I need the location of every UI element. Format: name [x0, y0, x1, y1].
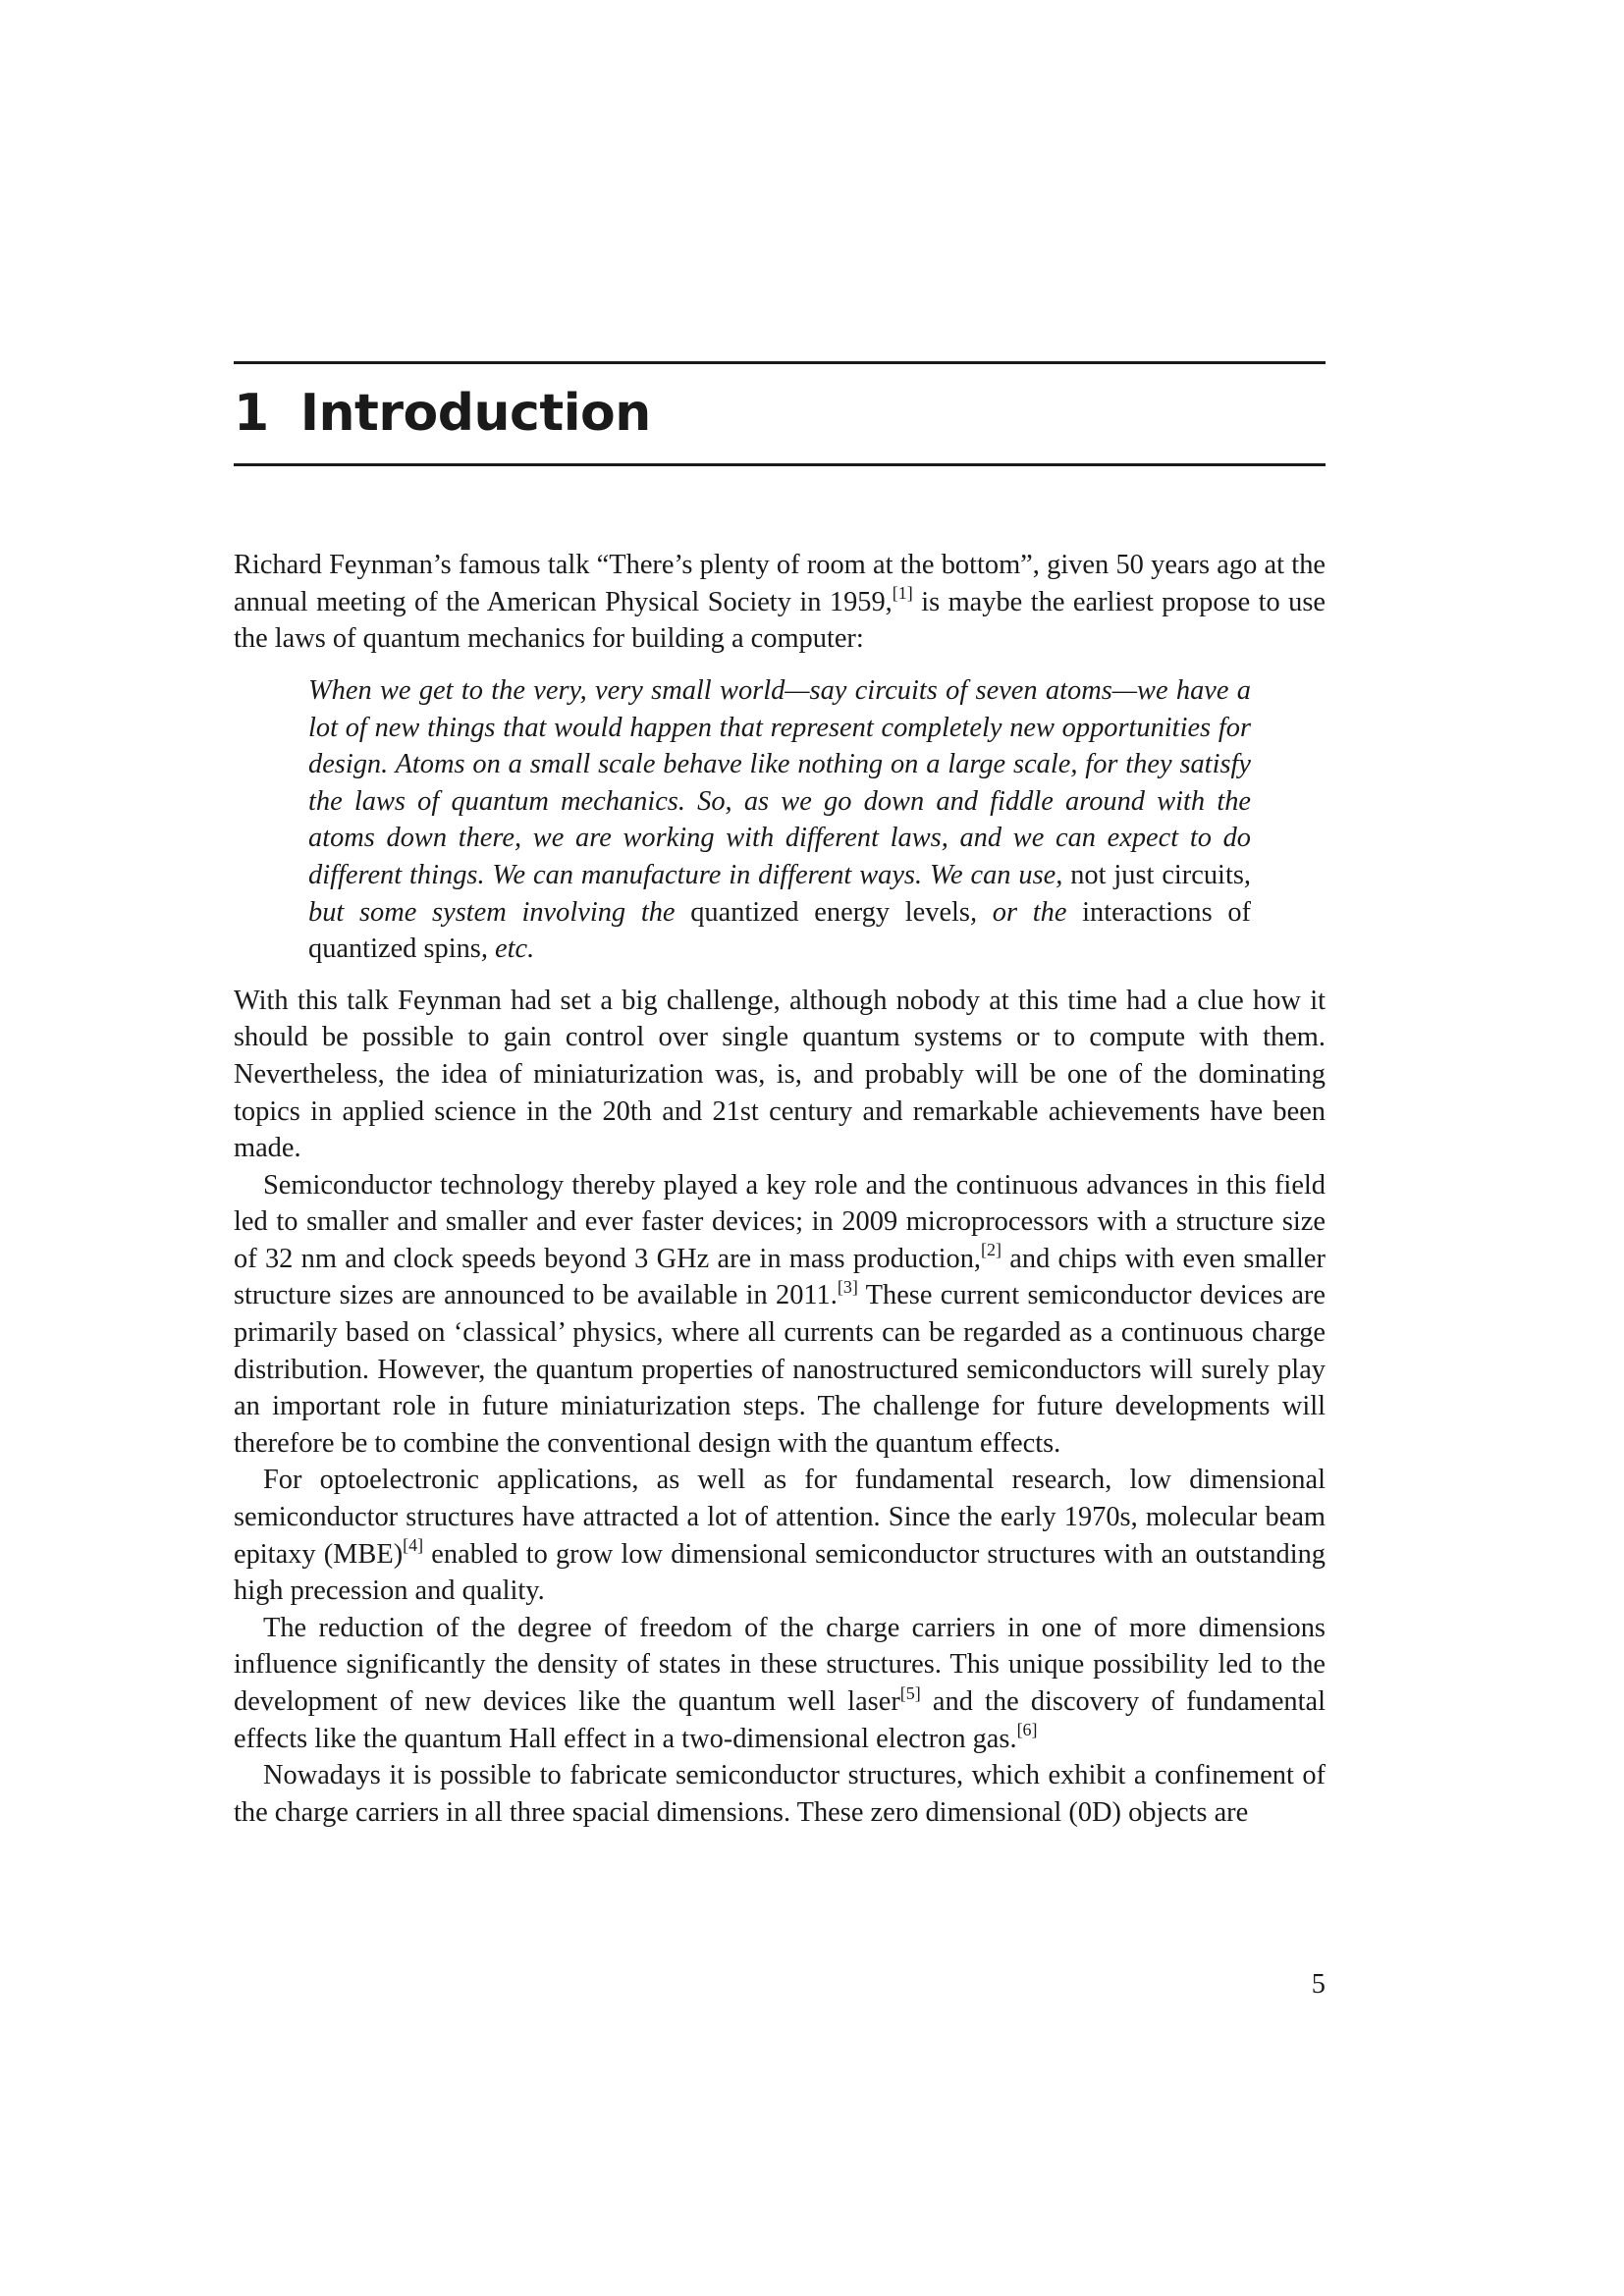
quote-roman-1: not just circuits [1070, 859, 1244, 890]
paragraph-6-text: Nowadays it is possible to fabricate semiconductor structures, which exhibit a confinement of the charge carriers in all three spacial dimensions. These zero dimensional (0D) objects are [234, 1760, 1326, 1828]
paragraph-2 [234, 983, 1326, 1167]
page-number: 5 [1311, 1969, 1326, 2000]
citation-6: [6] [1016, 1720, 1038, 1740]
page-content [234, 361, 1326, 1831]
citation-5: [5] [899, 1682, 921, 1703]
paragraph-5 [234, 1610, 1326, 1757]
paragraph-4 [234, 1462, 1326, 1609]
paragraph-5-text-a: The reduction of the degree of freedom of the charge carriers in one of more dimensions influence significantly the density of states in these structures. This unique possibility led to the development of new devices like the quantum well laser [234, 1612, 1326, 1717]
chapter-bottom-rule [234, 463, 1326, 466]
citation-1: [1] [892, 583, 913, 604]
paragraph-3-text-a: Semiconductor technology thereby played a key role and the continuous advances in this field led to smaller and smaller and ever faster devices; in 2009 microprocessors with a structure size of 32 nm and clock speeds beyond 3 GHz are in mass production, [234, 1169, 1326, 1274]
chapter-top-rule [234, 361, 1326, 364]
paragraph-5-text-b: and the discovery of fundamental effects like the quantum Hall effect in a two-dimensional electron gas. [234, 1686, 1326, 1754]
paragraph-4-text-b: enabled to grow low dimensional semiconductor structures with an outstanding high precession and quality. [234, 1538, 1326, 1607]
paragraph-3 [234, 1167, 1326, 1463]
quote-roman-3: interactions of quantized spins [308, 896, 1251, 965]
quote-italic-2: , but some system involving the [308, 859, 1251, 928]
feynman-quote [308, 672, 1251, 968]
paragraph-6 [234, 1757, 1326, 1831]
paragraph-1 [234, 547, 1326, 658]
chapter-number: 1 [234, 384, 269, 443]
paragraph-4-text-a: For optoelectronic applications, as well as for fundamental research, low dimensional semiconductor structures have attracted a lot of attention. Since the early 1970s, molecular beam epitaxy (MBE) [234, 1465, 1326, 1570]
chapter-heading [234, 386, 1326, 442]
paragraph-3-text-c: These current semiconductor devices are primarily based on ‘classical’ physics, where all currents can be regarded as a continuous charge distribution. However, the quantum properties of nanostructured semiconductors will surely play an important role in future miniaturization steps. The challenge for future developments will therefore be to combine the conventional design with the quantum effects. [234, 1280, 1326, 1459]
quote-italic-4: , etc. [480, 934, 535, 965]
quote-roman-2: quantized energy levels [690, 896, 970, 928]
body-text [234, 547, 1326, 1831]
paragraph-1-text-b: is maybe the earliest propose to use the laws of quantum mechanics for building a computer: [234, 586, 1326, 655]
quote-italic-1: When we get to the very, very small world—say circuits of seven atoms—we have a lot of new things that would happen that represent completely new opportunities for design. Atoms on a small scale behave like nothing on a large scale, for they satisfy the laws of quantum mechanics. So, as we go down and fiddle around with the atoms down there, we are working with different laws, and we can expect to do different things. We can manufacture in different ways. We can use, [308, 674, 1251, 890]
paragraph-3-text-b: and chips with even smaller structure sizes are announced to be available in 2011. [234, 1243, 1326, 1311]
citation-2: [2] [980, 1240, 1001, 1260]
paragraph-1-text-a: Richard Feynman’s famous talk “There’s plenty of room at the bottom”, given 50 years ago at the annual meeting of the American Physical Society in 1959, [234, 550, 1326, 617]
citation-3: [3] [837, 1277, 858, 1297]
chapter-title: Introduction [299, 384, 651, 443]
citation-4: [4] [403, 1535, 424, 1556]
quote-italic-3: , or the [969, 896, 1083, 928]
paragraph-2-text: With this talk Feynman had set a big challenge, although nobody at this time had a clue how it should be possible to gain control over single quantum systems or to compute with them. Nevertheless, the idea of miniaturization was, is, and probably will be one of the dominating topics in applied science in the 20th and 21st century and remarkable achievements have been made. [234, 985, 1326, 1164]
